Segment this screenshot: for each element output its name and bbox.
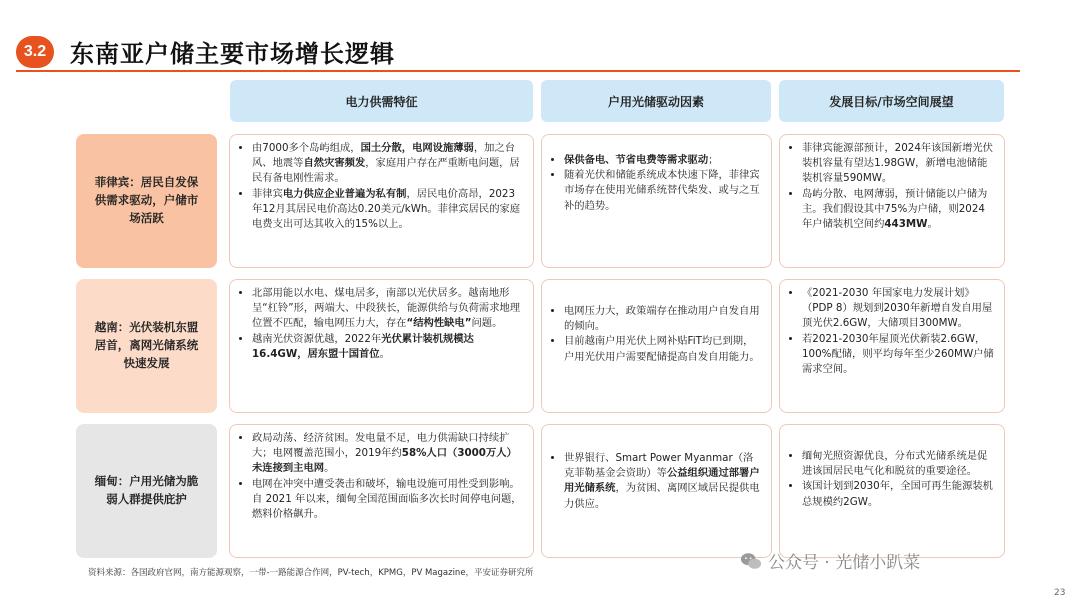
bullet-list bbox=[788, 449, 994, 510]
bullet-item bbox=[802, 286, 994, 332]
bold-text: “结构性缺电” bbox=[406, 317, 472, 330]
text: 若2021-2030年屋顶光伏新装2.6GW，100%配储，则平均每年至少260MW户储需求空间。 bbox=[802, 332, 994, 376]
cell-philippines-outlook bbox=[779, 134, 1005, 268]
bullet-item bbox=[802, 449, 994, 479]
text: 缅甸光照资源优良，分布式光储系统是促进该国居民电气化和脱贫的重要途径。 bbox=[802, 450, 988, 478]
row-label-vietnam: 越南：光伏装机东盟居首，离网光储系统快速发展 bbox=[76, 279, 217, 413]
cell-myanmar-outlook bbox=[779, 424, 1005, 558]
row-label-philippines: 菲律宾：居民自发保供需求驱动，户储市场活跃 bbox=[76, 134, 217, 268]
column-header-drivers: 户用光储驱动因素 bbox=[541, 80, 771, 122]
bullet-list bbox=[788, 286, 994, 377]
bullet-item bbox=[564, 153, 761, 168]
text: 菲律宾 bbox=[252, 187, 283, 200]
watermark bbox=[740, 548, 920, 573]
bold-text: 自然灾害频发 bbox=[303, 157, 366, 170]
bold-text: 443MW bbox=[884, 218, 928, 231]
text: 。 bbox=[379, 347, 390, 360]
text: 岛屿分散、电网薄弱，预计储能以户储为主。我们假设其中75%为户储，则2024年户储装机空间约 bbox=[802, 187, 988, 231]
bullet-list bbox=[788, 141, 994, 232]
text: 。 bbox=[324, 462, 335, 475]
text: ，家庭用户存在严重断电问题，居民有备电刚性需求。 bbox=[252, 157, 520, 185]
text: ，为贫困、离网区域居民提供电力供应。 bbox=[564, 482, 760, 510]
wechat-icon bbox=[740, 550, 762, 572]
cell-philippines-supply-demand bbox=[229, 134, 534, 268]
bullet-item bbox=[564, 451, 761, 512]
bullet-item bbox=[252, 332, 523, 362]
text: 越南光伏资源优越，2022年 bbox=[252, 332, 382, 345]
bullet-list bbox=[238, 141, 523, 232]
bold-text: 58%人口（3000万人）未连接到主电网 bbox=[252, 447, 517, 475]
text: ，加之台风、地震等 bbox=[252, 142, 516, 170]
bullet-item bbox=[802, 479, 994, 509]
text: 由7000多个岛屿组成， bbox=[252, 142, 361, 154]
text: 随着光伏和储能系统成本快速下降，菲律宾市场存在使用光储系统替代柴发、或与之互补的趋势。 bbox=[564, 169, 760, 212]
bullet-list bbox=[550, 451, 761, 512]
text: 菲律宾能源部预计，2024年该国新增光伏装机容量有望达1.98GW，新增电池储能装机容量590MW。 bbox=[802, 142, 993, 185]
column-header-outlook: 发展目标/市场空间展望 bbox=[779, 80, 1004, 122]
cell-myanmar-drivers bbox=[541, 424, 772, 558]
cell-myanmar-supply-demand bbox=[229, 424, 534, 558]
row-label-myanmar: 缅甸：户用光储为脆弱人群提供庇护 bbox=[76, 424, 217, 558]
bold-text: 电力供应企业普遍为私有制 bbox=[282, 187, 407, 200]
text: 电网压力大，政策端存在推动用户自发自用的倾向。 bbox=[564, 305, 760, 333]
text: 《2021-2030 年国家电力发展计划》（PDP 8）规划到2030年新增自发自用屋顶光伏2.6GW，大储项目300MW。 bbox=[802, 287, 993, 330]
bullet-list bbox=[238, 286, 523, 362]
title-divider bbox=[16, 70, 1020, 72]
text: ，居民电价高昂，2023年12月其居民电价高达0.20美元/kWh。菲律宾居民的家庭电费支出可达其收入的15%以上。 bbox=[252, 187, 521, 231]
text: 。 bbox=[927, 218, 938, 231]
bullet-list bbox=[550, 304, 761, 365]
bullet-item bbox=[252, 286, 523, 332]
bullet-item bbox=[802, 187, 994, 233]
text: 世界银行、Smart Power Myanmar（洛克菲勒基金会资助）等 bbox=[564, 452, 754, 480]
bullet-item bbox=[802, 141, 994, 187]
page-number: 23 bbox=[1054, 588, 1066, 598]
cell-vietnam-drivers bbox=[541, 279, 772, 413]
text: 该国计划到2030年，全国可再生能源装机总规模约2GW。 bbox=[802, 480, 993, 508]
bullet-list bbox=[238, 431, 523, 522]
page-title: 东南亚户储主要市场增长逻辑 bbox=[70, 40, 395, 68]
bullet-item bbox=[564, 304, 761, 334]
source-note: 资料来源：各国政府官网，南方能源观察，一带-一路能源合作网，PV-tech，KPMG，PV Magazine，平安证券研究所 bbox=[88, 568, 534, 578]
text: 问题。 bbox=[471, 317, 503, 330]
text: 政局动荡、经济贫困。发电量不足，电力供需缺口持续扩大；电网覆盖范围小，2019年约 bbox=[252, 432, 510, 460]
bullet-item bbox=[802, 332, 994, 378]
bullet-item bbox=[252, 141, 523, 187]
cell-vietnam-outlook bbox=[779, 279, 1005, 413]
bullet-item bbox=[252, 477, 523, 523]
bullet-item bbox=[252, 431, 523, 477]
cell-philippines-drivers bbox=[541, 134, 772, 268]
text: ； bbox=[708, 154, 719, 166]
bold-text: 公益组织通过部署户用光储系统 bbox=[564, 467, 760, 495]
bullet-item bbox=[252, 187, 523, 233]
watermark-text: 公众号 · 光储小趴菜 bbox=[768, 553, 921, 573]
bullet-item bbox=[564, 334, 761, 364]
bold-text: 保供备电、节省电费等需求驱动 bbox=[564, 154, 709, 166]
column-header-supply-demand: 电力供需特征 bbox=[230, 80, 533, 122]
text: 目前越南户用光伏上网补贴FiT均已到期，户用光伏用户需要配储提高自发自用能力。 bbox=[564, 335, 760, 363]
bullet-item bbox=[564, 168, 761, 214]
cell-vietnam-supply-demand bbox=[229, 279, 534, 413]
section-number-badge: 3.2 bbox=[16, 36, 54, 68]
bold-text: 光伏累计装机规模达16.4GW，居东盟十国首位 bbox=[252, 332, 474, 360]
text: 北部用能以水电、煤电居多，南部以光伏居多。越南地形呈“杠铃”形，两端大、中段狭长，能源供给与负荷需求地理位置不匹配，输电网压力大，存在 bbox=[252, 287, 521, 330]
bold-text: 国土分散，电网设施薄弱 bbox=[360, 142, 474, 154]
bullet-list bbox=[550, 153, 761, 214]
text: 电网在冲突中遭受袭击和破坏，输电设施可用性受到影响。自 2021 年以来，缅甸全国范围面临多次长时间停电问题，燃料价格飙升。 bbox=[252, 477, 522, 521]
